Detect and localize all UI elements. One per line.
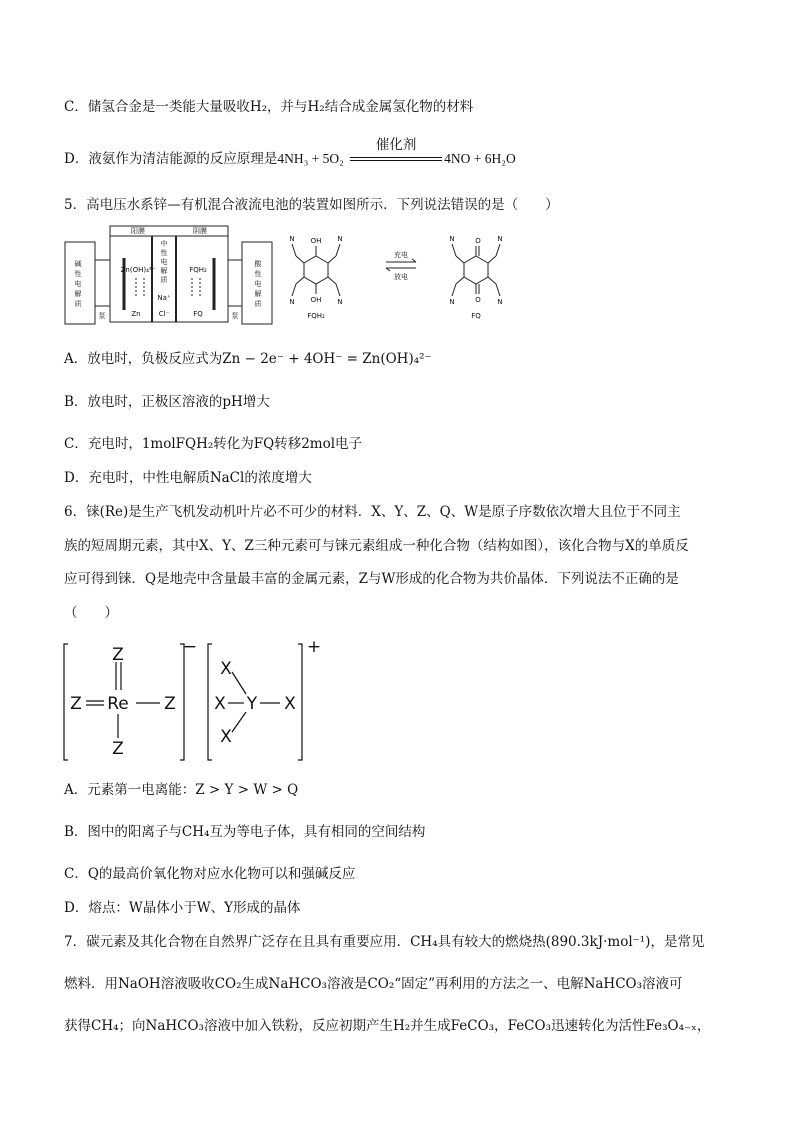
membrane-top <box>110 226 228 236</box>
acidic-char: 性 <box>254 270 262 278</box>
fqh2-ring <box>304 256 328 284</box>
cation-charge: + <box>306 638 322 657</box>
acidic-char: 质 <box>254 300 262 308</box>
alkaline-char: 性 <box>74 270 82 278</box>
x-atom-left: X <box>214 694 226 714</box>
hydroxyl-label: OH <box>310 237 322 245</box>
q4-option-c: C．储氢合金是一类能大量吸收H₂，并与H₂结合成金属氢化物的材料 <box>64 99 474 115</box>
amine-n-label: N <box>289 298 295 306</box>
acidic-char: 解 <box>254 290 262 298</box>
reaction-condition-arrow <box>350 137 442 168</box>
carbonyl-o-label: O <box>475 237 481 245</box>
fq-ring <box>464 256 488 284</box>
x-atom-right: X <box>284 694 296 714</box>
sodium-ion-label: Na⁺ <box>157 294 171 302</box>
q4-option-d <box>64 137 516 168</box>
alkaline-char: 碱 <box>74 260 82 268</box>
q5-option-d: D．充电时，中性电解质NaCl的浓度增大 <box>64 470 312 486</box>
q4-equation-lhs: 4NH₃ + 5O₂ <box>277 151 344 166</box>
x-atom-bottom: X <box>220 727 232 747</box>
amine-n-label: N <box>497 298 503 306</box>
alkaline-char: 电 <box>74 280 82 288</box>
neutral-char: 解 <box>160 267 168 275</box>
discharge-label: 放电 <box>394 273 408 281</box>
carbonyl-o-label: O <box>475 296 481 304</box>
y-atom: Y <box>246 694 258 714</box>
zincate-label: Zn(OH)₄²⁻ <box>120 266 156 274</box>
q7-stem-line-3: 获得CH₄；向NaHCO₃溶液中加入铁粉，反应初期产生H₂并生成FeCO₃，FeCO₃迅速转化为活性Fe₃O₄₋ₓ， <box>64 1018 711 1034</box>
re-atom: Re <box>107 694 129 714</box>
fq-name: FQ <box>471 312 481 320</box>
amine-n-label: N <box>497 235 503 243</box>
battery-diagram <box>64 222 274 328</box>
z-atom-left: Z <box>70 694 82 714</box>
q6-stem-line-4: （ ） <box>64 605 118 621</box>
anion-charge: − <box>182 638 198 657</box>
right-pump-label: 泵 <box>231 312 239 320</box>
amine-n-label: N <box>289 235 295 243</box>
q6-option-d: D．熔点：W晶体小于W、Y形成的晶体 <box>64 900 301 916</box>
alkaline-char: 质 <box>74 300 82 308</box>
q5-option-c: C．充电时，1molFQH₂转化为FQ转移2mol电子 <box>64 436 363 452</box>
q7-stem-line-2: 燃料．用NaOH溶液吸收CO₂生成NaHCO₃溶液是CO₂“固定”再利用的方法之一、电解NaHCO₃溶液可 <box>64 976 683 992</box>
q6-option-a: A．元素第一电离能：Z > Y > W > Q <box>64 782 299 798</box>
fq-cell-label: FQ <box>193 310 203 318</box>
acidic-char: 酸 <box>254 260 262 268</box>
amine-n-label: N <box>337 235 343 243</box>
x-atom-top: X <box>220 659 232 679</box>
amine-n-label: N <box>449 298 455 306</box>
cation-right-bracket <box>298 644 302 760</box>
q6-option-b: B．图中的阳离子与CH₄互为等电子体，具有相同的空间结构 <box>64 824 426 840</box>
amine-n-label: N <box>337 298 343 306</box>
cation-left-bracket <box>208 644 212 760</box>
q6-stem-line-2: 族的短周期元素，其中X、Y、Z三种元素可与铼元素组成一种化合物（结构如图），该化合物与X的单质反 <box>64 538 689 554</box>
zn-label: Zn <box>131 310 141 318</box>
q5-option-a: A．放电时，负极反应式为Zn − 2e⁻ + 4OH⁻ = Zn(OH)₄²⁻ <box>64 351 432 367</box>
q6-option-c: C．Q的最高价氧化物对应水化物可以和强碱反应 <box>64 866 356 882</box>
catalyst-label: 催化剂 <box>375 137 417 153</box>
fqh2-fq-reaction <box>282 222 522 328</box>
cation-membrane-label: 阳膜 <box>131 227 145 235</box>
chloride-ion-label: Cl⁻ <box>158 310 170 318</box>
anion-membrane-label: 阴膜 <box>193 227 207 235</box>
z-atom-top: Z <box>112 645 124 665</box>
neutral-char: 电 <box>160 258 168 266</box>
q7-stem-line-1: 7．碳元素及其化合物在自然界广泛存在且具有重要应用．CH₄具有较大的燃烧热(890.3kJ·mol⁻¹)，是常见 <box>64 934 705 950</box>
q5-option-b: B．放电时，正极区溶液的pH增大 <box>64 394 270 410</box>
fqh2-name: FQH₂ <box>307 312 325 320</box>
q6-stem-line-1: 6．铼(Re)是生产飞机发动机叶片必不可少的材料．X、Y、Z、Q、W是原子序数依次增大且位于不同主 <box>64 504 681 520</box>
acidic-char: 电 <box>254 280 262 288</box>
alkaline-char: 解 <box>74 290 82 298</box>
hydroxyl-label: OH <box>310 296 322 304</box>
neutral-char: 性 <box>160 249 168 257</box>
amine-n-label: N <box>449 235 455 243</box>
anion-right-bracket <box>180 644 184 760</box>
z-atom-bottom: Z <box>112 739 124 759</box>
q6-stem-line-3: 应可得到铼．Q是地壳中含量最丰富的金属元素，Z与W形成的化合物为共价晶体．下列说法不正确的是 <box>64 571 679 587</box>
q5-stem: 5．高电压水系锌—有机混合液流电池的装置如图所示．下列说法错误的是（ ） <box>64 197 559 213</box>
q4-equation-rhs: 4NO + 6H₂O <box>444 151 516 166</box>
z-atom-right: Z <box>164 694 176 714</box>
neutral-char: 中 <box>160 240 168 248</box>
fqh2-cell-label: FQH₂ <box>189 266 207 274</box>
charge-label: 充电 <box>394 251 408 259</box>
neutral-char: 质 <box>160 276 168 284</box>
q4-option-d-prefix: D．液氨作为清洁能源的反应原理是 <box>64 151 278 167</box>
rhenium-compound-structure <box>60 638 330 764</box>
anion-left-bracket <box>64 644 68 760</box>
left-pump-label: 泵 <box>98 312 106 320</box>
